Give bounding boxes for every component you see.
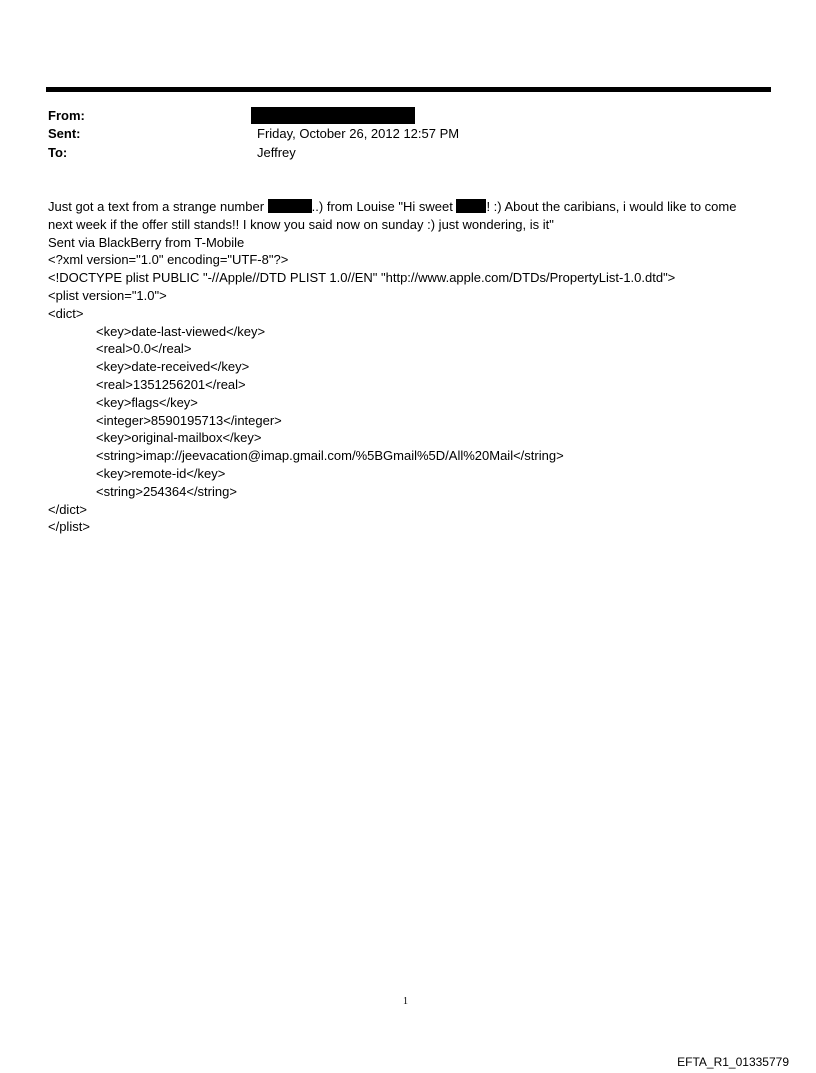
dict-line: <integer>8590195713</integer> <box>96 412 282 428</box>
message-body <box>48 198 773 536</box>
dict-line: <string>254364</string> <box>96 483 237 499</box>
to-value: Jeffrey <box>257 145 296 160</box>
dict-line: <key>date-received</key> <box>96 359 250 375</box>
number-redaction <box>268 199 312 213</box>
body-line: <plist version="1.0"> <box>48 287 167 303</box>
name-redaction <box>456 199 486 213</box>
body-text: ! :) About the caribians, i would like to come <box>486 199 737 214</box>
sent-value: Friday, October 26, 2012 12:57 PM <box>257 126 460 141</box>
dict-line: <key>flags</key> <box>96 394 198 410</box>
from-redaction <box>251 107 415 124</box>
body-line: </plist> <box>48 519 90 535</box>
document-id: EFTA_R1_01335779 <box>677 1055 789 1069</box>
dict-line: <key>original-mailbox</key> <box>96 430 262 446</box>
sent-label: Sent: <box>48 126 81 141</box>
body-line: <dict> <box>48 305 84 321</box>
to-label: To: <box>48 145 68 160</box>
body-line: </dict> <box>48 501 88 517</box>
from-label: From: <box>48 108 85 123</box>
dict-line: <key>date-last-viewed</key> <box>96 323 266 339</box>
body-line: next week if the offer still stands!! I know you said now on sunday :) just wondering, is it" <box>48 216 554 232</box>
body-line <box>48 198 773 216</box>
page-number: 1 <box>403 996 408 1007</box>
body-line: <!DOCTYPE plist PUBLIC "-//Apple//DTD PLIST 1.0//EN" "http://www.apple.com/DTDs/PropertyList-1.0.dtd"> <box>48 270 676 286</box>
dict-line: <string>imap://jeevacation@imap.gmail.com/%5BGmail%5D/All%20Mail</string> <box>96 448 564 464</box>
dict-line: <real>1351256201</real> <box>96 376 246 392</box>
body-line: <?xml version="1.0" encoding="UTF-8"?> <box>48 252 289 268</box>
header-rule <box>46 87 771 92</box>
body-text: Just got a text from a strange number <box>48 199 268 214</box>
body-text: ..) from Louise "Hi sweet <box>311 199 457 214</box>
dict-line: <real>0.0</real> <box>96 341 192 357</box>
dict-line: <key>remote-id</key> <box>96 465 226 481</box>
body-line: Sent via BlackBerry from T-Mobile <box>48 234 245 250</box>
